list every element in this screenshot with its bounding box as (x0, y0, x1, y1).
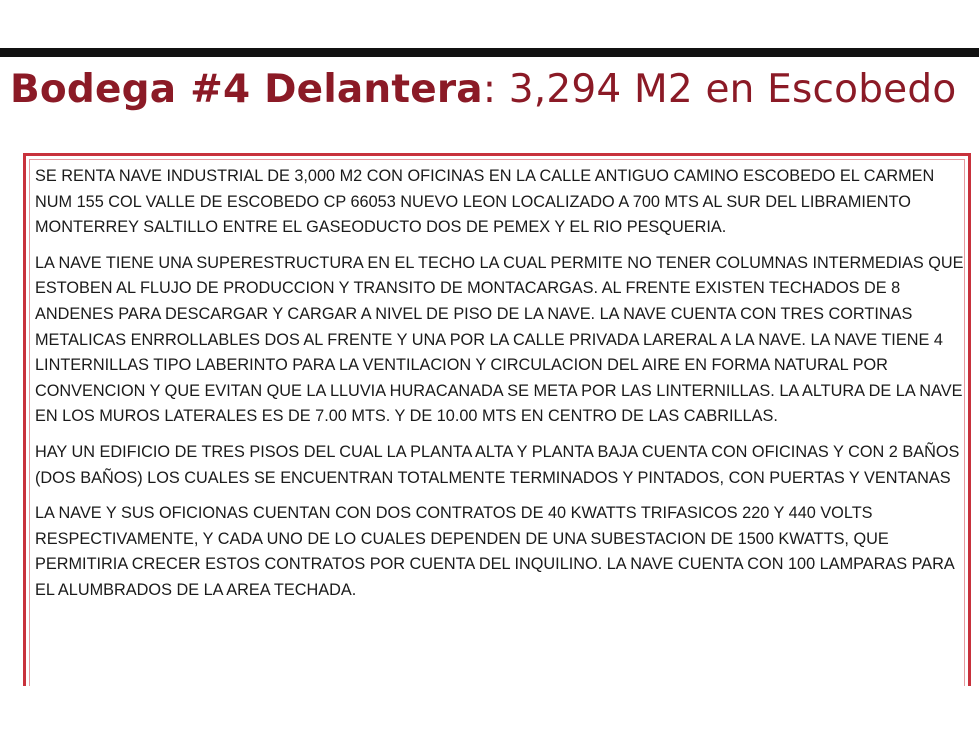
description-box (23, 153, 971, 693)
description-paragraph-location: SE RENTA NAVE INDUSTRIAL DE 3,000 M2 CON OFICINAS EN LA CALLE ANTIGUO CAMINO ESCOBEDO EL CARMEN NUM 155 COL VALLE DE ESCOBEDO CP 66053 NUEVO LEON LOCALIZADO A 700 MTS AL SUR DEL LIBRAMIENTO MONTERREY SALTILLO ENTRE EL GASEODUCTO DOS DE PEMEX Y EL RIO PESQUERIA. (35, 167, 935, 237)
page-title-bold: Bodega #4 Delantera (10, 67, 483, 112)
page-title (10, 60, 979, 120)
description-paragraph-offices: HAY UN EDIFICIO DE TRES PISOS DEL CUAL LA PLANTA ALTA Y PLANTA BAJA CUENTA CON OFICINAS Y CON 2 BAÑOS (DOS BAÑOS) LOS CUALES SE ENCUENTRAN TOTALMENTE TERMINADOS Y PINTADOS, CON PUERTAS Y VENTANAS (35, 442, 960, 487)
description-paragraph-electrical: LA NAVE Y SUS OFICIONAS CUENTAN CON DOS CONTRATOS DE 40 KWATTS TRIFASICOS 220 Y 440 VOLTS RESPECTIVAMENTE, Y CADA UNO DE LO CUALES DEPENDEN DE UNA SUBESTACION DE 1500 KWATTS, QUE PERMITIRIA CRECER ESTOS CONTRATOS POR CUENTA DEL INQUILINO. LA NAVE CUENTA CON 100 LAMPARAS PARA EL ALUMBRADOS DE LA AREA TECHADA. (35, 504, 954, 599)
bottom-whitespace (0, 686, 979, 734)
page-title-rest: : 3,294 M2 en Escobedo (482, 67, 957, 112)
top-divider-bar (0, 48, 979, 57)
description-paragraph-structure: LA NAVE TIENE UNA SUPERESTRUCTURA EN EL TECHO LA CUAL PERMITE NO TENER COLUMNAS INTERMEDIAS QUE ESTOBEN AL FLUJO DE PRODUCCION Y TRANSITO DE MONTACARGAS. AL FRENTE EXISTEN TECHADOS DE 8 ANDENES PARA DESCARGAR Y CARGAR A NIVEL DE PISO DE LA NAVE. LA NAVE CUENTA CON TRES CORTINAS METALICAS ENRROLLABLES DOS AL FRENTE Y UNA POR LA CALLE PRIVADA LARERAL A LA NAVE. LA NAVE TIENE 4 LINTERNILLAS TIPO LABERINTO PARA LA VENTILACION Y CIRCULACION DEL AIRE EN FORMA NATURAL POR CONVENCION Y QUE EVITAN QUE LA LLUVIA HURACANADA SE META POR LAS LINTERNILLAS. LA ALTURA DE LA NAVE EN LOS MUROS LATERALES ES DE 7.00 MTS. Y DE 10.00 MTS EN CENTRO DE LAS CABRILLAS. (35, 253, 964, 426)
